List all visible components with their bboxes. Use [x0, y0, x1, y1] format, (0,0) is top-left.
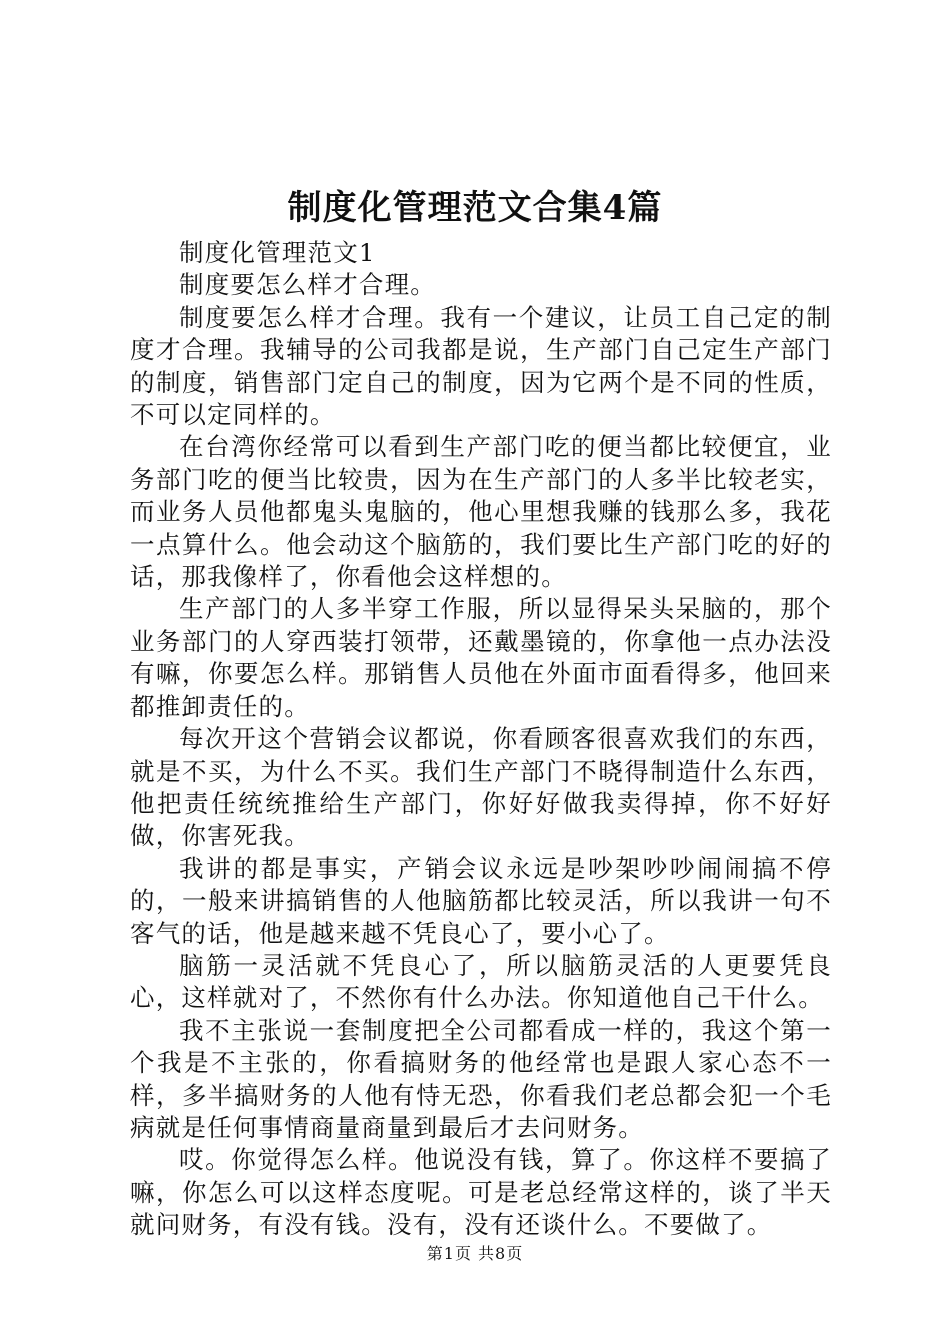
body-paragraph: 制度要怎么样才合理。 [179, 270, 436, 300]
subheading-paragraph: 制度化管理范文1 [179, 238, 376, 267]
document-body [130, 237, 832, 1242]
body-paragraph: 制度要怎么样才合理。我有一个建议，让员工自己定的制度才合理。我辅导的公司我都是说，生产部门自己定生产部门的制度，销售部门定自己的制度，因为它两个是不同的性质，不可以定同样的。 [130, 302, 832, 430]
document-title: 制度化管理范文合集4篇 [287, 188, 663, 228]
body-paragraph: 生产部门的人多半穿工作服，所以显得呆头呆脑的，那个业务部门的人穿西装打领带，还戴墨镜的，你拿他一点办法没有嘛，你要怎么样。那销售人员他在外面市面看得多，他回来都推卸责任的。 [130, 594, 832, 721]
body-paragraph: 脑筋一灵活就不凭良心了，所以脑筋灵活的人更要凭良心，这样就对了，不然你有什么办法。你知道他自己干什么。 [130, 950, 832, 1013]
body-paragraph: 我不主张说一套制度把全公司都看成一样的，我这个第一个我是不主张的，你看搞财务的他经常也是跟人家心态不一样，多半搞财务的人他有恃无恐，你看我们老总都会犯一个毛病就是任何事情商量商量到最后才去问财务。 [130, 1015, 832, 1142]
body-paragraph: 我讲的都是事实，产销会议永远是吵架吵吵闹闹搞不停的，一般来讲搞销售的人他脑筋都比较灵活，所以我讲一句不客气的话，他是越来越不凭良心了，要小心了。 [130, 853, 832, 948]
body-paragraph: 每次开这个营销会议都说，你看顾客很喜欢我们的东西，就是不买，为什么不买。我们生产部门不晓得制造什么东西，他把责任统统推给生产部门，你好好做我卖得掉，你不好好做，你害死我。 [130, 724, 832, 851]
body-paragraph: 哎。你觉得怎么样。他说没有钱，算了。你这样不要搞了嘛，你怎么可以这样态度呢。可是老总经常这样的，谈了半天就问财务，有没有钱。没有，没有还谈什么。不要做了。 [130, 1145, 832, 1240]
body-paragraph: 在台湾你经常可以看到生产部门吃的便当都比较便宜，业务部门吃的便当比较贵，因为在生产部门的人多半比较老实，而业务人员他都鬼头鬼脑的，他心里想我赚的钱那么多，我花一点算什么。他会动这个脑筋的，我们要比生产部门吃的好的话，那我像样了，你看他会这样想的。 [130, 432, 832, 592]
page-number-footer: 第1页 共8页 [426, 1244, 524, 1263]
